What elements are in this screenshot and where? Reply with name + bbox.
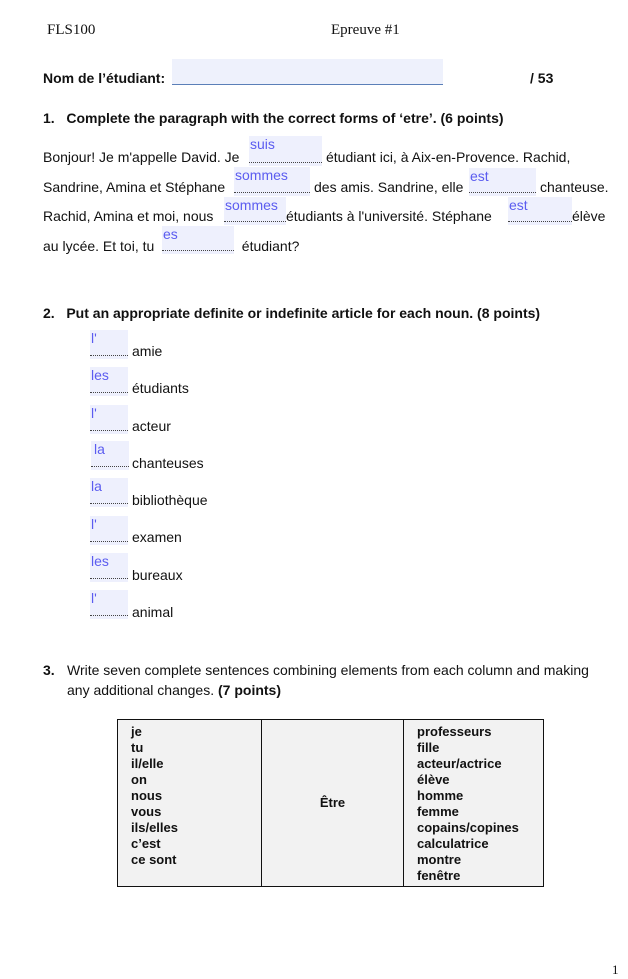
q1-blank-2[interactable] [234, 167, 310, 196]
noun-item: fille [417, 740, 440, 755]
q1-blank-6[interactable] [162, 226, 234, 254]
noun-item: homme [417, 788, 464, 803]
q3-title-line-1: Write seven complete sentences combining elements from each column and making [67, 662, 589, 678]
subject-item: je [131, 724, 142, 739]
nouns-column [404, 720, 544, 887]
q3-number: 3. [43, 662, 55, 678]
noun-item: calculatrice [417, 836, 489, 851]
q1-line-2: Sandrine, Amina et Stéphane [43, 179, 226, 195]
subject-item: tu [131, 740, 144, 755]
exam-title: Epreuve #1 [331, 22, 400, 38]
answer-text: l' [91, 330, 97, 346]
q1-blank-5[interactable] [508, 197, 572, 225]
q1-blank-1[interactable] [249, 136, 322, 166]
combination-table [117, 719, 544, 887]
article-blank-4[interactable] [91, 441, 129, 470]
answer-text: es [163, 226, 178, 242]
article-blank-3[interactable] [90, 405, 128, 434]
noun-item: professeurs [417, 724, 492, 739]
noun-3: acteur [132, 418, 171, 434]
article-blank-6[interactable] [90, 516, 128, 545]
student-name-input[interactable] [172, 59, 443, 85]
noun-item: copains/copines [417, 820, 519, 835]
noun-4: chanteuses [132, 455, 204, 471]
q1-line-3-middle: étudiants à l'université. Stéphane [286, 208, 492, 224]
q1-line-3: Rachid, Amina et moi, nous [43, 208, 214, 224]
subjects-column [118, 720, 262, 887]
noun-6: examen [132, 529, 182, 545]
answer-text: la [94, 441, 105, 457]
page-number: 1 [612, 962, 619, 977]
noun-1: amie [132, 343, 163, 359]
article-blank-2[interactable] [90, 367, 128, 396]
article-blank-1[interactable] [90, 330, 128, 359]
noun-item: femme [417, 804, 459, 819]
total-score: / 53 [530, 70, 554, 86]
subject-item: c’est [131, 836, 161, 851]
noun-item: montre [417, 852, 462, 867]
q1-line-1 [43, 149, 239, 165]
answer-text: l' [91, 405, 97, 421]
q3-points: (7 points) [218, 682, 281, 698]
student-name-label: Nom de l’étudiant: [43, 70, 166, 86]
answer-text: est [509, 197, 528, 213]
answer-text: sommes [235, 167, 288, 183]
noun-2: étudiants [132, 380, 189, 396]
article-blank-8[interactable] [90, 590, 128, 619]
q1-blank-3[interactable] [469, 168, 536, 196]
answer-text: les [91, 367, 109, 383]
q1-text: Bonjour! Je m'appelle David. Je [43, 149, 240, 165]
course-code: FLS100 [47, 22, 96, 38]
subject-item: ils/elles [131, 820, 178, 835]
q1-blank-4[interactable] [224, 197, 286, 225]
answer-text: l' [91, 590, 97, 606]
q1-line-1-after: étudiant ici, à Aix-en-Provence. Rachid, [326, 149, 571, 165]
verb-column: Être [262, 720, 404, 887]
noun-7: bureaux [132, 567, 183, 583]
answer-text: sommes [225, 197, 278, 213]
q1-line-2-middle: des amis. Sandrine, elle [314, 179, 464, 195]
subject-item: nous [131, 788, 163, 803]
answer-text: l' [91, 516, 97, 532]
subject-item: vous [131, 804, 162, 819]
q2-title: 2. Put an appropriate definite or indefinite article for each noun. (8 points) [43, 305, 541, 321]
answer-text: la [91, 478, 102, 494]
answer-text: suis [250, 136, 275, 152]
article-blank-5[interactable] [90, 478, 128, 507]
q3-title-text: any additional changes. [67, 682, 218, 698]
noun-item: fenêtre [417, 868, 461, 883]
answer-text: les [91, 553, 109, 569]
q3-title-line-2 [67, 682, 281, 698]
noun-8: animal [132, 604, 174, 620]
q1-line-4: au lycée. Et toi, tu [43, 238, 155, 254]
noun-item: élève [417, 772, 450, 787]
noun-item: acteur/actrice [417, 756, 502, 771]
q1-line-3-after: élève [572, 208, 606, 224]
q1-line-2-after: chanteuse. [540, 179, 609, 195]
subject-item: il/elle [131, 756, 164, 771]
q1-title: 1. Complete the paragraph with the correct forms of ‘etre’. (6 points) [43, 110, 504, 126]
subject-item: ce sont [131, 852, 177, 867]
article-blank-7[interactable] [90, 553, 128, 582]
answer-text: est [470, 168, 489, 184]
q1-line-4-after: étudiant? [234, 238, 300, 254]
subject-item: on [131, 772, 147, 787]
noun-5: bibliothèque [132, 492, 208, 508]
